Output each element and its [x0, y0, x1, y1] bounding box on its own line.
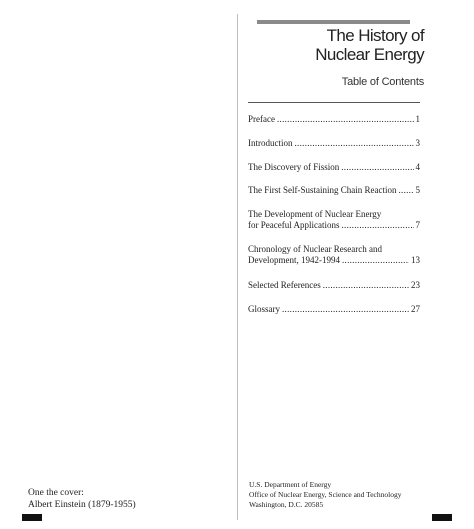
publisher-info: [249, 480, 401, 510]
dot-leader: [295, 138, 414, 149]
toc-entry-preface[interactable]: [248, 114, 420, 125]
toc-entry-label-line: Chronology of Nuclear Research and: [248, 244, 382, 254]
cover-note: [28, 487, 136, 511]
toc-entry-label: for Peaceful Applications: [248, 220, 340, 230]
toc-entry-label: Preface: [248, 114, 275, 124]
dot-leader: [341, 220, 413, 231]
toc-page-number: 7: [415, 220, 420, 230]
toc-rule: [248, 102, 420, 103]
dot-leader: [323, 280, 409, 291]
toc-entry-chronology[interactable]: [248, 244, 420, 266]
toc-entry-selected-references[interactable]: [248, 280, 420, 291]
dot-leader: [398, 185, 413, 196]
toc-heading: Table of Contents: [341, 76, 424, 88]
dot-leader: [282, 304, 409, 315]
toc-entry-peaceful-applications[interactable]: [248, 209, 420, 231]
title-line-1: The History of: [326, 26, 424, 45]
toc-entry-label: Development, 1942-1994: [248, 255, 340, 265]
toc-entry-label: The First Self-Sustaining Chain Reaction: [248, 185, 397, 195]
toc-entry-label: Introduction: [248, 138, 293, 148]
toc-page-number: 4: [415, 162, 420, 172]
document-title: [315, 26, 424, 64]
publisher-line-1: U.S. Department of Energy: [249, 480, 332, 489]
title-line-2: Nuclear Energy: [315, 45, 424, 64]
toc-entry-discovery-of-fission[interactable]: [248, 162, 420, 173]
toc-entry-label-line: The Development of Nuclear Energy: [248, 209, 382, 219]
title-rule: [257, 20, 410, 24]
toc-entry-label: Glossary: [248, 304, 280, 314]
cover-note-line-1: One the cover:: [28, 488, 84, 498]
toc-page-number: 5: [415, 185, 420, 195]
dot-leader: [342, 255, 409, 266]
toc-page-number: 23: [411, 280, 420, 290]
toc-entry-introduction[interactable]: [248, 138, 420, 149]
registration-mark-right: [432, 514, 452, 521]
toc-entry-label: The Discovery of Fission: [248, 162, 340, 172]
toc-page-number: 3: [415, 138, 420, 148]
toc-entry-chain-reaction[interactable]: [248, 185, 420, 196]
dot-leader: [341, 162, 413, 173]
dot-leader: [277, 114, 414, 125]
toc-page-number: 1: [415, 114, 420, 124]
page-gutter-line: [237, 14, 238, 520]
toc-page-number: 13: [411, 255, 420, 265]
toc-entry-label: Selected References: [248, 280, 321, 290]
cover-note-line-2: Albert Einstein (1879-1955): [28, 500, 136, 510]
publisher-line-2: Office of Nuclear Energy, Science and Technology: [249, 490, 402, 499]
toc-entry-glossary[interactable]: [248, 304, 420, 315]
registration-mark-left: [22, 514, 42, 521]
toc-page-number: 27: [411, 304, 420, 314]
publisher-line-3: Washington, D.C. 20585: [249, 500, 324, 509]
